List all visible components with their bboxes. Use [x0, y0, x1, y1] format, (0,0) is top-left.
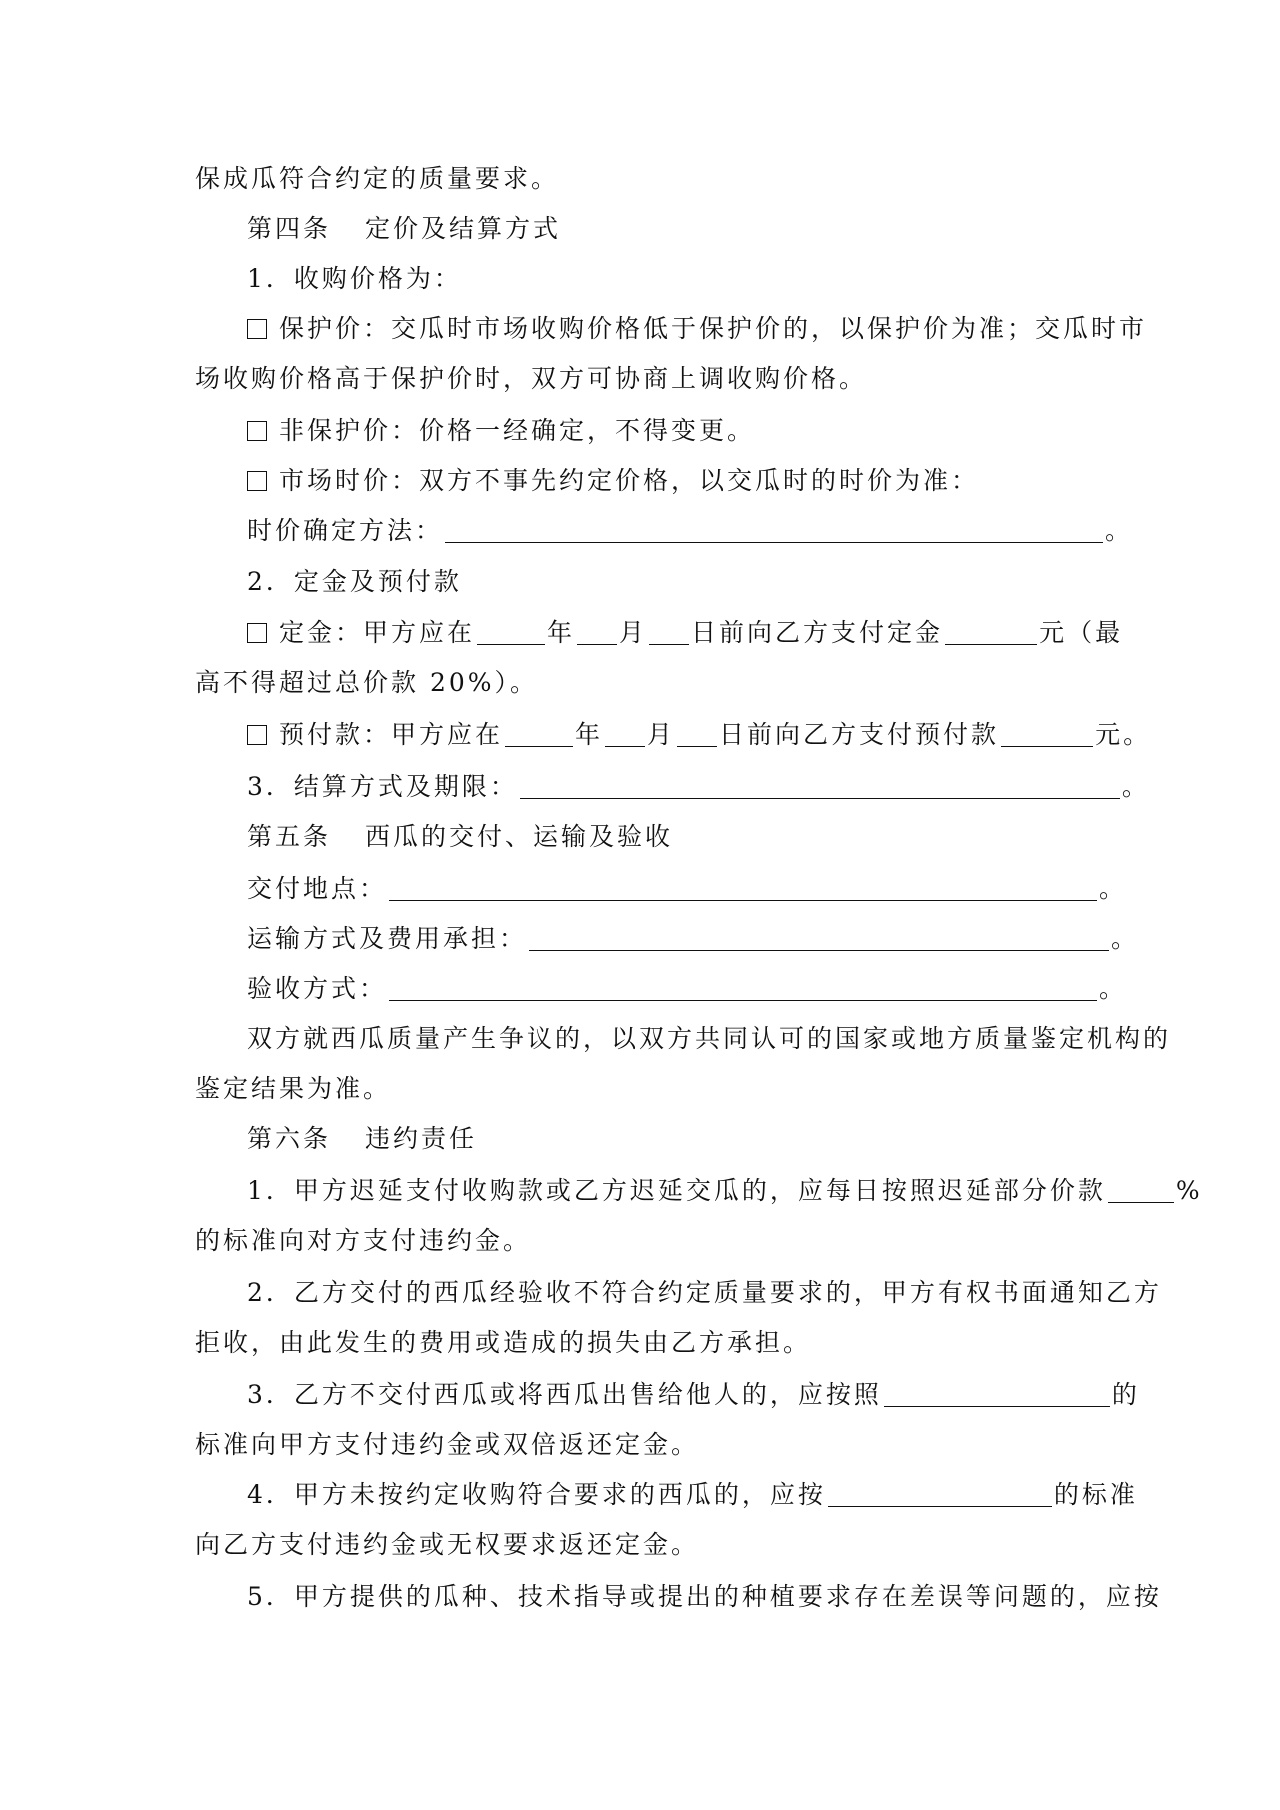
article-6-heading: 第六条 违约责任 [247, 1124, 478, 1153]
paragraph-line: 高不得超过总价款 20%）。 [195, 668, 539, 697]
fill-blank[interactable] [884, 1380, 1110, 1407]
fill-blank[interactable] [828, 1480, 1052, 1507]
paragraph-line: 场收购价格高于保护价时，双方可协商上调收购价格。 [195, 364, 868, 393]
article-4-heading: 第四条 定价及结算方式 [247, 214, 562, 243]
clause-3-line: 3．乙方不交付西瓜或将西瓜出售给他人的，应按照 的 [247, 1380, 1140, 1409]
checkbox[interactable] [247, 623, 267, 643]
fill-blank-percent[interactable] [1108, 1176, 1174, 1203]
fill-blank-year[interactable] [477, 618, 545, 645]
paragraph-line: 保成瓜符合约定的质量要求。 [195, 164, 560, 193]
clause-4-line: 4．甲方未按约定收购符合要求的西瓜的，应按 的标准 [247, 1480, 1138, 1509]
paragraph-line: 标准向甲方支付违约金或双倍返还定金。 [195, 1430, 700, 1459]
option-market-price: 市场时价：双方不事先约定价格，以交瓜时的时价为准： [247, 464, 979, 498]
paragraph-line: 拒收，由此发生的费用或造成的损失由乙方承担。 [195, 1328, 812, 1357]
fill-blank-amount[interactable] [1001, 720, 1093, 747]
section-2-heading: 2．定金及预付款 [247, 567, 462, 596]
deposit-line: 定金：甲方应在 年 月 日前向乙方支付定金 元（最 [247, 616, 1123, 650]
fill-blank[interactable] [445, 516, 1103, 543]
clause-1-line: 1．甲方迟延支付收购款或乙方迟延交瓜的，应每日按照迟延部分价款 % [247, 1176, 1203, 1205]
checkbox[interactable] [247, 319, 267, 339]
settlement-line: 3．结算方式及期限： 。 [247, 772, 1150, 801]
fill-blank-day[interactable] [649, 618, 689, 645]
fill-blank[interactable] [389, 874, 1097, 901]
inspection-line: 验收方式： 。 [247, 974, 1128, 1003]
fill-blank[interactable] [520, 772, 1120, 799]
article-5-heading: 第五条 西瓜的交付、运输及验收 [247, 822, 674, 851]
fill-blank[interactable] [389, 974, 1097, 1001]
checkbox[interactable] [247, 471, 267, 491]
fill-blank-amount[interactable] [945, 618, 1037, 645]
fill-blank-year[interactable] [505, 720, 573, 747]
paragraph-line: 的标准向对方支付违约金。 [195, 1226, 532, 1255]
clause-2-line: 2．乙方交付的西瓜经验收不符合约定质量要求的，甲方有权书面通知乙方 [247, 1278, 1162, 1307]
checkbox[interactable] [247, 725, 267, 745]
fill-blank-month[interactable] [605, 720, 645, 747]
delivery-place-line: 交付地点： 。 [247, 874, 1128, 903]
pricing-method-line: 时价确定方法： 。 [247, 516, 1134, 545]
prepayment-line: 预付款：甲方应在 年 月 日前向乙方支付预付款 元。 [247, 718, 1151, 752]
checkbox[interactable] [247, 421, 267, 441]
fill-blank-month[interactable] [577, 618, 617, 645]
section-1-heading: 1．收购价格为： [247, 264, 462, 293]
paragraph-line: 鉴定结果为准。 [195, 1074, 392, 1103]
paragraph-line: 双方就西瓜质量产生争议的，以双方共同认可的国家或地方质量鉴定机构的 [247, 1024, 1172, 1053]
clause-5-line: 5．甲方提供的瓜种、技术指导或提出的种植要求存在差误等问题的，应按 [247, 1582, 1162, 1611]
fill-blank-day[interactable] [677, 720, 717, 747]
paragraph-line: 向乙方支付违约金或无权要求返还定金。 [195, 1530, 700, 1559]
fill-blank[interactable] [529, 924, 1109, 951]
transport-line: 运输方式及费用承担： 。 [247, 924, 1140, 953]
option-protected-price: 保护价：交瓜时市场收购价格低于保护价的，以保护价为准；交瓜时市 [247, 312, 1147, 346]
option-fixed-price: 非保护价：价格一经确定，不得变更。 [247, 414, 755, 448]
